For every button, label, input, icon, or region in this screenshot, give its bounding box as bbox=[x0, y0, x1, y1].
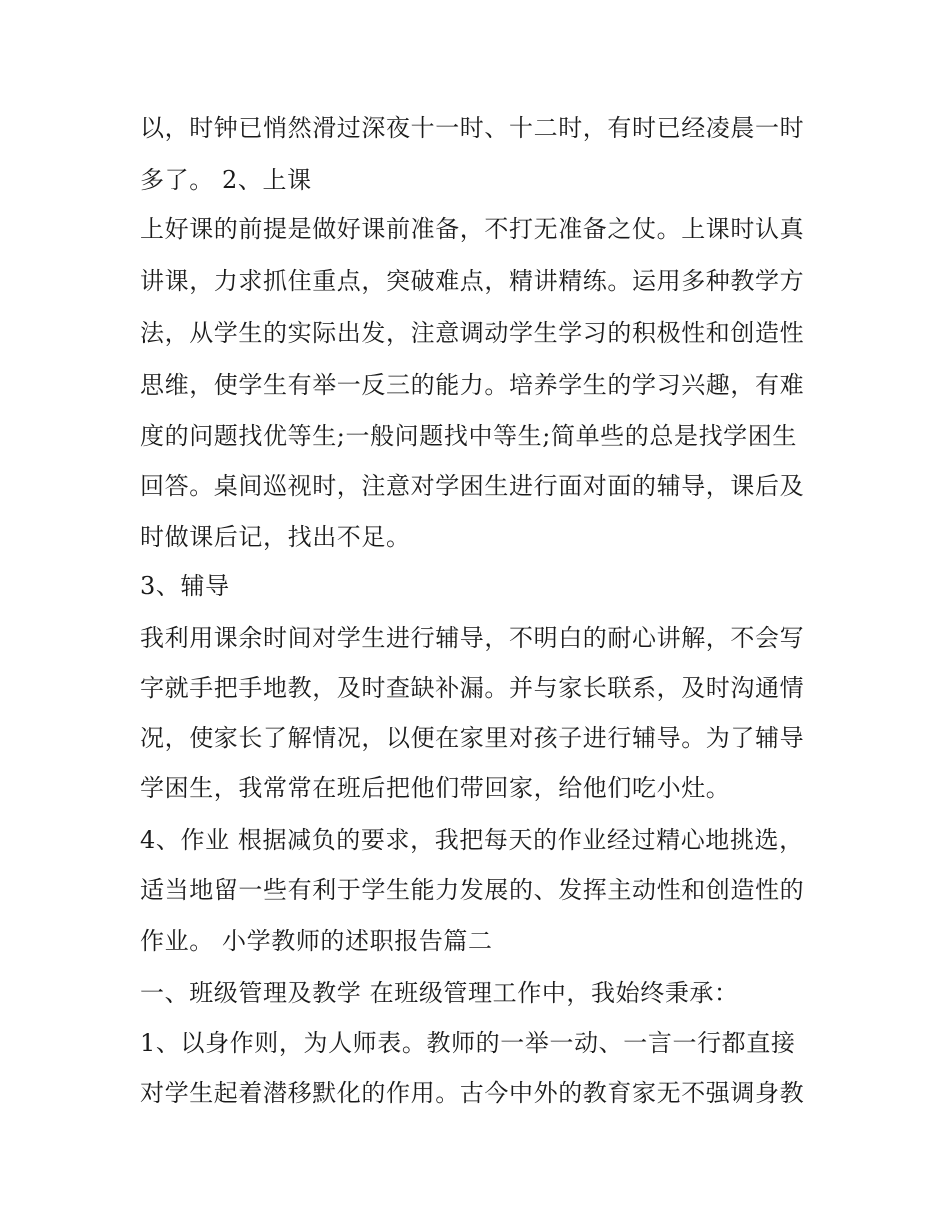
text-line: 学困生，我常常在班后把他们带回家，给他们吃小灶。 bbox=[140, 774, 731, 802]
text-line: 上好课的前提是做好课前准备，不打无准备之仗。上课时认真 bbox=[140, 215, 805, 243]
text-line: 作业。 小学教师的述职报告篇二 bbox=[140, 927, 493, 955]
text-line: 对学生起着潜移默化的作用。古今中外的教育家无不强调身教 bbox=[140, 1079, 805, 1107]
text-line: 回答。桌间巡视时，注意对学困生进行面对面的辅导，课后及 bbox=[140, 472, 805, 500]
text-line: 1、以身作则，为人师表。教师的一举一动、一言一行都直接 bbox=[140, 1029, 796, 1057]
text-line: 我利用课余时间对学生进行辅导，不明白的耐心讲解，不会写 bbox=[140, 624, 805, 652]
text-line: 4、作业 根据减负的要求，我把每天的作业经过精心地挑选， bbox=[140, 826, 804, 854]
text-line: 思维，使学生有举一反三的能力。培养学生的学习兴趣，有难 bbox=[140, 371, 805, 399]
text-line: 以，时钟已悄然滑过深夜十一时、十二时，有时已经凌晨一时 bbox=[140, 114, 805, 142]
text-line: 多了。 2、上课 bbox=[140, 166, 312, 194]
text-line: 况，使家长了解情况，以便在家里对孩子进行辅导。为了辅导 bbox=[140, 724, 805, 752]
text-line: 度的问题找优等生;一般问题找中等生;简单些的总是找学困生 bbox=[140, 422, 797, 450]
text-line: 法，从学生的实际出发，注意调动学生学习的积极性和创造性 bbox=[140, 319, 805, 347]
text-line: 一、班级管理及教学 在班级管理工作中，我始终秉承： bbox=[140, 979, 739, 1007]
text-line: 讲课，力求抓住重点，突破难点，精讲精练。运用多种教学方 bbox=[140, 267, 805, 295]
section-heading: 3、辅导 bbox=[140, 572, 230, 600]
text-line: 时做课后记，找出不足。 bbox=[140, 523, 411, 551]
text-line: 字就手把手地教，及时查缺补漏。并与家长联系，及时沟通情 bbox=[140, 674, 805, 702]
text-line: 适当地留一些有利于学生能力发展的、发挥主动性和创造性的 bbox=[140, 876, 805, 904]
